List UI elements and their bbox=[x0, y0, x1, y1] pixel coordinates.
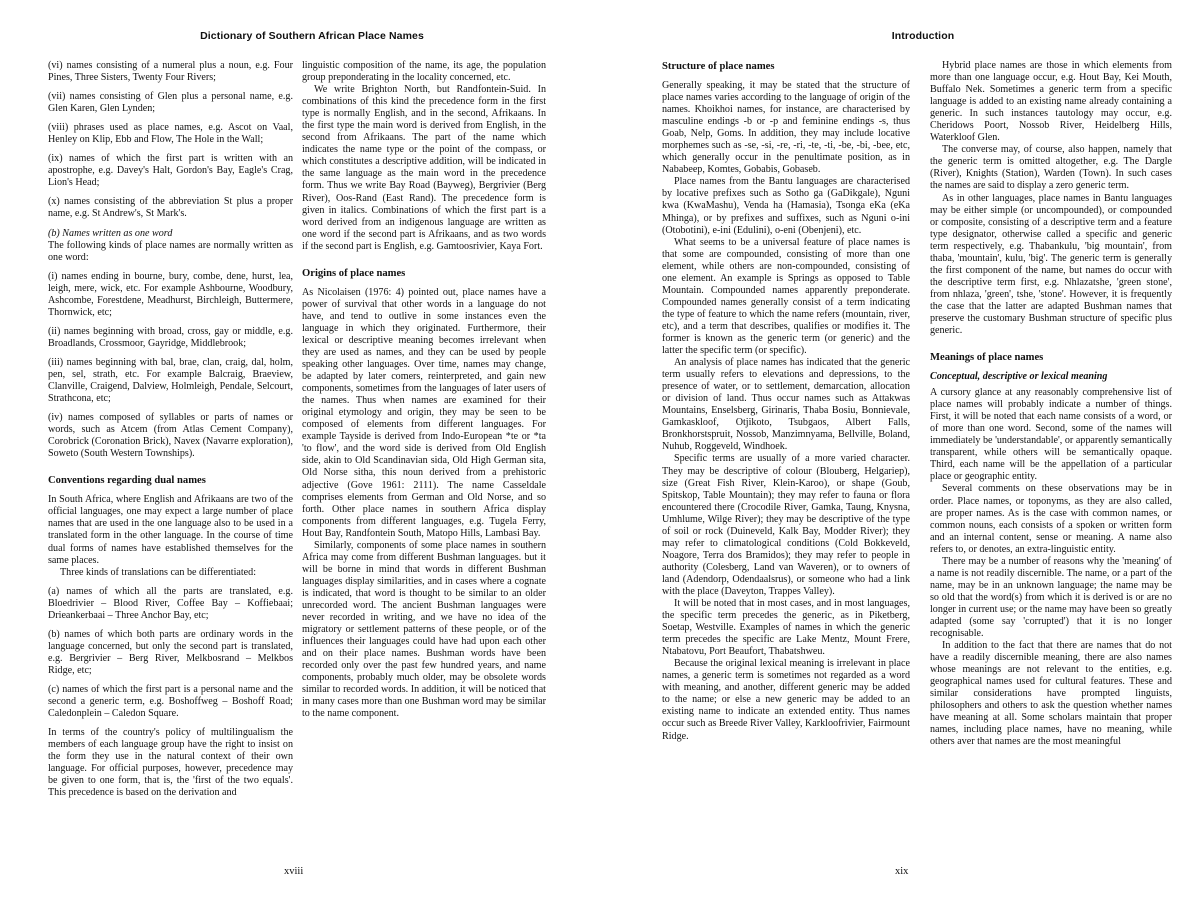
paragraph: linguistic composition of the name, its age, the population group preponderating in the locality concerned, etc. bbox=[302, 60, 546, 84]
subheading: (b) Names written as one word bbox=[48, 227, 173, 239]
right-page-column-2 bbox=[930, 60, 1172, 748]
paragraph: In terms of the country's policy of multilingualism the members of each language group have the right to insist on the form they use in the natural context of their own language. For official purposes, however, precedence may be given to one form, that is, the 'first of the two equals'. This precedence is based on the derivation and bbox=[48, 727, 293, 799]
page-number-right: xix bbox=[895, 866, 909, 877]
list-item: (i) names ending in bourne, bury, combe, dene, hurst, lea, leigh, mere, wick, etc. For example Ashbourne, Woodbury, Ashcombe, Forestdene, Meadhurst, Birchleigh, Buttermere, Thornwick, etc; bbox=[48, 270, 293, 318]
list-item: (iii) names beginning with bal, brae, clan, craig, dal, holm, pen, sel, strath, etc. For example Balcraig, Braeview, Clanville, Craigend, Dalview, Holmleigh, Pendale, Selcourt, Strathcona, etc; bbox=[48, 356, 293, 405]
paragraph: In addition to the fact that there are names that do not have a readily discernible meaning, there are also names whose meanings are not relevant to the entities, e.g. geographical names used for cultural features. These and similar considerations have prompted linguists, philosophers and others to ask the question whether names have meaning at all. Some scholars maintain that proper names, including place names, have no meaning, while others aver that names are the most meaningful bbox=[930, 640, 1172, 748]
page-number-left: xviii bbox=[284, 866, 304, 877]
paragraph: We write Brighton North, but Randfontein-Suid. In combinations of this kind the precedence form in the first type is normally English, and in the second, Afrikaans. In the first type the main word is derived from English, in the second from Afrikaans. The part of the name which indicates the name type or the point of the compass, or which constitutes a descriptive addition, will be indicated in the same language as the main word in the precedence form. Thus we write Bay Road (Bayweg), Bergrivier (Berg River), Oos-Rand (East Rand). The precedence form is given in italics. Combinations of which the first part is a word derived from an indigenous language are written as one word if the second part is Afrikaans, and as two words if the second part is English, e.g. Gamtoosrivier, Kaya Fort. bbox=[302, 84, 546, 252]
paragraph: The converse may, of course, also happen, namely that the generic term is omitted altogether, e.g. The Dargle (River), Knights (Station), Warden (Town). In such cases the names are said to display a zero generic term. bbox=[930, 144, 1172, 192]
paragraph: An analysis of place names has indicated that the generic term usually refers to elevations and depressions, to the presence of water, or to settlement, demarcation, allocation or division of land. Thus occur names such as Attakwas Mountains, Enselsberg, Girinaris, Thaba Bosiu, Bonnievale, Gamkaskloof, Otjikoto, Tsubgaos, Albert Falls, Bronkhorstspruit, Nossob, Manzimnyama, Bellville, Boland, Nuhub, Roggeveld, Windhoek. bbox=[662, 357, 910, 453]
paragraph: As Nicolaisen (1976: 4) pointed out, place names have a power of survival that other words in a language do not have, and tend to outlive in some instances even the language in which they originated. Furthermore, their lexical or descriptive meaning becomes irrelevant when they are used as names, and they can be used by people speaking other languages. Over time, names may change, be adapted by later comers, reinterpreted, and gain new components, sometimes from the languages of later users of the names. Thus when names are examined for their original etymology and origin, they may be seen to be composed of elements from different languages. For example Tayside is derived from Indo-European *te or *ta 'to flow', and the word side is derived from Old English side, akin to Old Scandinavian sida, Old High German sita, Old Norse sitha, this noun derived from a prehistoric adjective (Gove 1961: 2111). The name Casseldale comprises elements from German and Old Norse, and so forth. Other place names in southern Africa display components from different languages, e.g. Tugela Ferry, Hout Bay, Randfontein South, Matopo Hills, Lambasi Bay. bbox=[302, 286, 546, 539]
paragraph: Three kinds of translations can be differentiated: bbox=[60, 566, 257, 578]
section-heading: Meanings of place names bbox=[930, 352, 1044, 364]
paragraph: As in other languages, place names in Bantu languages may be either simple (or uncompounded), or compounded or composite, consisting of a descriptive term and a feature type designator, otherwise called a specific and generic term respectively, e.g. Thabankulu, 'big mountain', from thaba, 'mountain', kulu, 'big'. The generic term is generally the first component of the name, but names do occur with the descriptive term first, e.g. Nhlazatshe, 'green stone', from nhlaza, 'green', tshe, 'stone'. However, it is frequently the case that the latter are adapted Bushman names that preserve the customary Bushman structure of specific plus generic. bbox=[930, 192, 1172, 337]
paragraph: Similarly, components of some place names in southern Africa may come from different Bushman languages. but it will be borne in mind that words in different Bushman languages display similarities, and in cases where a cognate is indicated, that word is thought to be similar to an older unrecorded word. The ancient Bushman languages were never recorded in writing, and we have no idea of the migratory or settlement patterns of these people, or of the influences their languages could have had upon each other and on their place names. Bushman words have been recorded only over the past few hundred years, and name components, probably much older, may be obsolete words similar to recorded words. In addition, it will be noticed that in many cases more than one Bushman word may be similar to the name component. bbox=[302, 539, 546, 720]
paragraph: Several comments on these observations may be in order. Place names, or toponyms, as they are also called, are proper names. As is the case with common names, or common nouns, each consists of a spoken or written form and an internal content, sense or meaning. A name also refers to, or denotes, an extra-linguistic entity. bbox=[930, 483, 1172, 555]
section-heading: Origins of place names bbox=[302, 267, 406, 279]
paragraph: Because the original lexical meaning is irrelevant in place names, a generic term is sometimes not regarded as a word with meaning, and another, different generic may be added to the name; or else a new generic may be added to an existing name to indicate an extended entity. Thus names occur such as Breede River Valley, Karkloofrivier, Fairmount Ridge. bbox=[662, 658, 910, 742]
list-item: (c) names of which the first part is a personal name and the second a generic term, e.g. Boshoffweg – Boshoff Road; Caledonplein – Caledon Square. bbox=[48, 683, 293, 720]
paragraph: In South Africa, where English and Afrikaans are two of the official languages, one may expect a large number of place names that are used in the one language also to be used in a translated form in the other language. In the course of time dual forms of names have established themselves for the same places. bbox=[48, 494, 293, 566]
paragraph: A cursory glance at any reasonably comprehensive list of place names will probably indicate a number of things. First, it will be noted that each name consists of a word, or of more than one word. Second, some of the names will immediately be 'understandable', or apparently semantically transparent, while others will be semantically opaque. Third, each name will be the appellation of a particular place or geographic entity. bbox=[930, 387, 1172, 483]
right-page bbox=[600, 0, 1200, 902]
subsection-heading: Conceptual, descriptive or lexical meaning bbox=[930, 371, 1108, 383]
paragraph: Hybrid place names are those in which elements from more than one language occur, e.g. Hout Bay, Kei Mouth, Buffalo Nek. Sometimes a generic term from a specific language is added to an existing name already containing a generic. In such instances tautology may occur, e.g. Cheridows Poort, Nossob River, Heidelberg Hills, Waterkloof Glen. bbox=[930, 60, 1172, 144]
list-item: (vii) names consisting of Glen plus a personal name, e.g. Glen Karen, Glen Lynden; bbox=[48, 91, 293, 115]
list-item: (a) names of which all the parts are translated, e.g. Bloedrivier – Blood River, Coffee Bay – Koffiebaai; Drieankerbaai – Three Anchor Bay, etc; bbox=[48, 585, 293, 621]
list-item: (b) names of which both parts are ordinary words in the language concerned, but only the second part is translated, e.g. Bergrivier – Berg River, Melkbosrand – Melkbos Ridge, etc; bbox=[48, 628, 293, 676]
paragraph: Generally speaking, it may be stated that the structure of place names varies according to the language of origin of the names. Khoikhoi names, for instance, are characterised by masculine endings -b or -p and feminine endings -s, thus Goab, Nelp, Goms. In addition, they may include locative morphemes such as -se, -si, -re, -ri, -te, -ti, -be, -bi, -bee, etc, which generally occur in the penultimate position, as in Nababeep, Komtes, Gobabis, Gobaseb. bbox=[662, 80, 910, 176]
list-item: (ix) names of which the first part is written with an apostrophe, e.g. Davey's Halt, Gordon's Bay, Eagle's Crag, Lion's Head; bbox=[48, 153, 293, 189]
list-item: (ii) names beginning with broad, cross, gay or middle, e.g. Broadlands, Crossmoor, Gayridge, Middlebrook; bbox=[48, 325, 293, 349]
section-heading: Conventions regarding dual names bbox=[48, 475, 206, 487]
paragraph: Specific terms are usually of a more varied character. They may be descriptive of colour (Blouberg, Helgariep), size (Great Fish River, Klein-Karoo), or shape (Goub, Spitskop, Table Mountain); they may refer to fauna or flora encountered there (Crocodile River, Gamka, Taung, Knysna, Umhlume, Wilge River); they may be descriptive of the type of soil or rock (Duineveld, Kalk Bay, Modder River); they may refer to climatological conditions (Cold Bokkeveld, Noagore, Terra dos Bramidos); they may refer to people in authority (Colesberg, Land van Waveren), or to owners of land (Adendorp, Odendaalsrus), or someone who had a link with the place (Daveyton, Trappes Valley). bbox=[662, 453, 910, 597]
paragraph: The following kinds of place names are normally written as one word: bbox=[48, 239, 293, 263]
running-head-right: Introduction bbox=[891, 30, 955, 42]
paragraph: What seems to be a universal feature of place names is that some are compounded, consisting of more than one element, while others are non-compounded, consisting of one element. An example is Springs as opposed to Table Mountain. Compounded names apparently preponderate. Compounded names generally consist of a term indicating the type of feature to which the name refers (mountain, river, etc), and a term that describes, qualifies or modifies it. The former is known as the generic term (or generic) and the latter the specific term (or specific). bbox=[662, 236, 910, 357]
paragraph: There may be a number of reasons why the 'meaning' of a name is not readily discernible. The name, or a part of the name, may be in an unknown language; the name may be so old that the word(s) from which it is derived is or are no longer in current use; or the name may have been so greatly adapted (some say 'corrupted') that it is no longer recognisable. bbox=[930, 555, 1172, 640]
paragraph: Place names from the Bantu languages are characterised by locative prefixes such as Sotho ga (GaDikgale), Nguni kwa (KwaMashu), Venda ha (Hamasia), Tsonga eKa (eKa Mhinga), or by prefixes and suffixes, such as Nguni o-ini (Otobotini), e-ini (Edulini), o-eni (Obenjeni), etc. bbox=[662, 176, 910, 236]
running-head-left: Dictionary of Southern African Place Names bbox=[200, 30, 424, 42]
list-item: (vi) names consisting of a numeral plus a noun, e.g. Four Pines, Three Sisters, Twenty Four Rivers; bbox=[48, 60, 293, 84]
list-item: (iv) names composed of syllables or parts of names or words, such as Atcem (from Atlas Cement Company), Corobrick (Coronation Brick), Navex (Navarre exploration), Soweto (South Western Townships). bbox=[48, 412, 293, 460]
section-heading: Structure of place names bbox=[662, 61, 775, 72]
right-page-column-1 bbox=[662, 60, 910, 743]
left-page-column-2 bbox=[302, 60, 546, 720]
left-page-column-1 bbox=[48, 60, 293, 799]
paragraph: It will be noted that in most cases, and in most languages, the specific term precedes the generic, as in Piketberg, Soetap, Westville. Examples of names in which the generic term precedes the specific are Lake Mentz, Mount Frere, Ntabatovu, Port Beaufort, Thabatshweu. bbox=[662, 598, 910, 658]
list-item: (x) names consisting of the abbreviation St plus a proper name, e.g. St Andrew's, St Mark's. bbox=[48, 196, 293, 220]
list-item: (viii) phrases used as place names, e.g. Ascot on Vaal, Henley on Klip, Ebb and Flow, The Hole in the Wall; bbox=[48, 122, 293, 146]
